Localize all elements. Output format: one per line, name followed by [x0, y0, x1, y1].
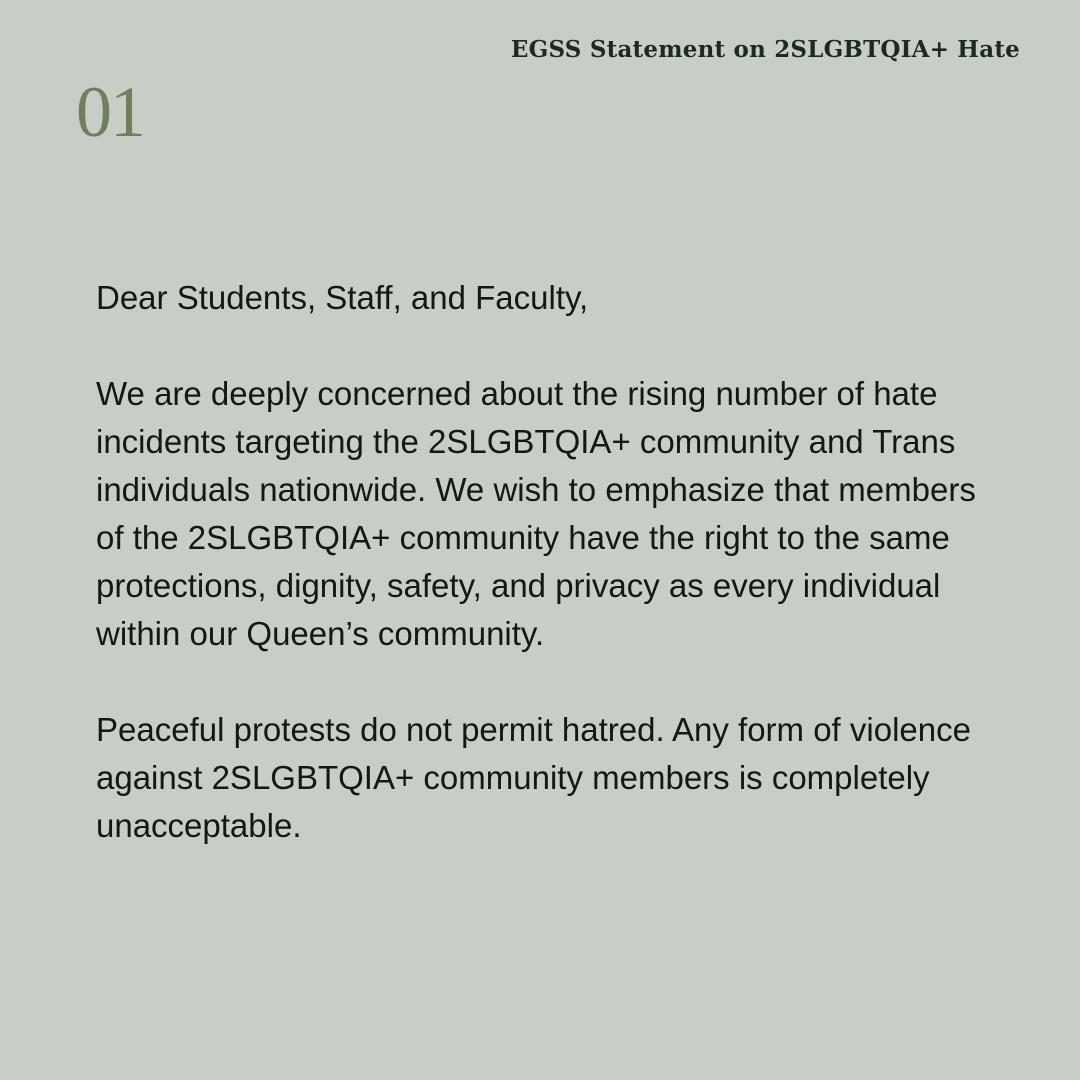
letter-body — [96, 274, 996, 850]
letter-paragraph-1: We are deeply concerned about the rising number of hate incidents targeting the 2SLGBTQIA+ community and Trans individuals nationwide. We wish to emphasize that members of the 2SLGBTQIA+ community have the right to the same protections, dignity, safety, and privacy as every individual within our Queen’s community. — [96, 375, 976, 652]
page-number: 01 — [76, 72, 144, 152]
letter-paragraph-2: Peaceful protests do not permit hatred. Any form of violence against 2SLGBTQIA+ community members is completely unacceptable. — [96, 711, 971, 844]
letter-salutation: Dear Students, Staff, and Faculty, — [96, 279, 589, 316]
statement-title: EGSS Statement on 2SLGBTQIA+ Hate — [510, 36, 1020, 63]
